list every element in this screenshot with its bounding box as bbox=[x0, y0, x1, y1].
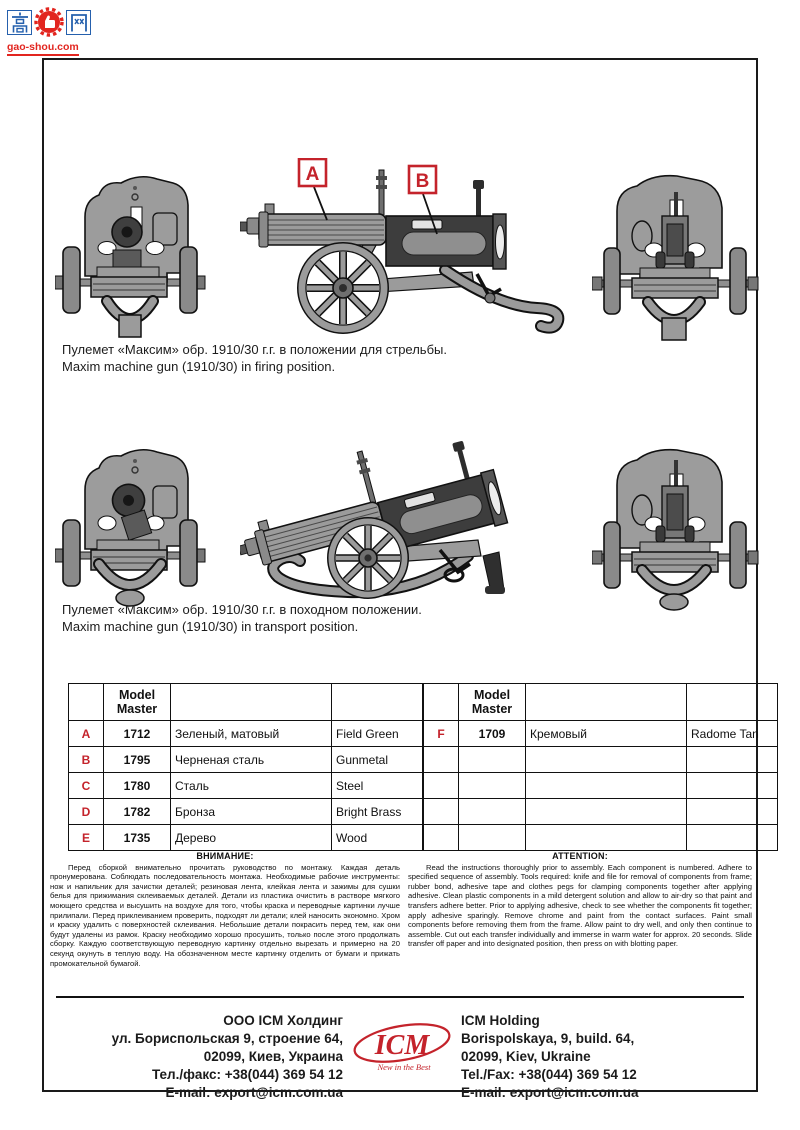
table-header-row bbox=[424, 684, 778, 721]
attention-body-en: Read the instructions thoroughly prior to assembly. Each component is numbered. Adhere to specified sequence of assembly. Tools required: knife and file for removal of components from frame; rubber bond, adhesive tape and clothes pegs for clamping components together after applying adhesive. Clean plastic components in a mild detergent solution and allow to air-dry so that paint and transfers adhere better. Prior to applying adhesive, check to see whether the components fit together; apply adhesive sparingly. Remove chrome and paint from the contact surfaces. Paint small components before removing them from the frame. Allow paint to dry well, and only then continue to assemble. Cut out each transfer individually and immerse in warm water for approx. 20 seconds. Slide transfer off paper and into designated position, then press on with blotting paper. bbox=[408, 862, 752, 949]
footer-divider bbox=[56, 996, 744, 998]
marker-a-label: A bbox=[305, 164, 320, 185]
footer-en-phone: Tel./Fax: +38(044) 369 54 12 bbox=[461, 1067, 637, 1082]
color-code: 1712 bbox=[104, 721, 171, 747]
color-code: 1735 bbox=[104, 825, 171, 851]
watermark-char-gao-icon bbox=[7, 10, 32, 35]
color-code: 1782 bbox=[104, 799, 171, 825]
color-letter: C bbox=[69, 773, 104, 799]
footer-ru-city: 02099, Киев, Украина bbox=[203, 1049, 343, 1064]
gun-rear-view-firing-illustration bbox=[592, 156, 762, 346]
icm-logo bbox=[343, 1008, 461, 1080]
footer-ru-company: ООО ICM Холдинг bbox=[223, 1013, 343, 1028]
color-letter: B bbox=[69, 747, 104, 773]
caption-transport bbox=[62, 601, 422, 635]
attention-block-en bbox=[408, 852, 752, 949]
color-name-ru: Дерево bbox=[171, 825, 332, 851]
gun-side-view-transport-illustration bbox=[240, 432, 570, 617]
table-row bbox=[424, 825, 778, 851]
table-row bbox=[424, 721, 778, 747]
table-row bbox=[69, 747, 423, 773]
marker-a bbox=[299, 159, 327, 220]
footer-contact-en bbox=[461, 1008, 752, 1102]
table-row bbox=[69, 825, 423, 851]
attention-title-en: ATTENTION: bbox=[552, 851, 608, 861]
watermark-gear-icon bbox=[34, 7, 64, 37]
footer-ru-phone: Тел./факс: +38(044) 369 54 12 bbox=[151, 1067, 343, 1082]
watermark-domain-text: gao-shou.com bbox=[7, 41, 79, 56]
instruction-page bbox=[42, 58, 759, 1100]
marker-b-label: B bbox=[415, 171, 430, 192]
footer bbox=[52, 1008, 752, 1102]
color-name-en: Steel bbox=[332, 773, 423, 799]
paint-table-left bbox=[68, 683, 423, 851]
footer-en-city: 02099, Kiev, Ukraine bbox=[461, 1049, 591, 1064]
color-name-en: Field Green bbox=[332, 721, 423, 747]
table-row bbox=[69, 799, 423, 825]
color-code: 1780 bbox=[104, 773, 171, 799]
table-row bbox=[69, 773, 423, 799]
color-name-en: Gunmetal bbox=[332, 747, 423, 773]
color-letter: F bbox=[424, 721, 459, 747]
footer-en-email: E-mail: export@icm.com.ua bbox=[461, 1085, 639, 1100]
footer-ru-email: E-mail: export@icm.com.ua bbox=[165, 1085, 343, 1100]
attention-body-ru: Перед сборкой внимательно прочитать руководство по монтажу. Каждая деталь пронумерована. Соблюдать последовательность монтажа. Необходимые рабочие инструменты: нож и напильник для зачистки деталей; резиновая лента, клейкая лента и зажимы для сушки белья для прижимания склеиваемых деталей. Детали из пластика очистить в растворе мягкого моющего средства и высушить на воздухе для того, чтобы краска и переводные картинки лучше прилипали. Перед приклеиванием проверить, подходят ли детали; клей наносить экономно. Хром и краску удалить с поверхностей склеивания. Небольшие детали покрасить перед тем, как они будут удалены из рамок. Краску необходимо хорошо просушить, только после этого продолжать сборку. Каждую соответствующую переводную картинку отдельно вырезать и примерно на 20 секунд окунуть в теплую воду. На обозначенном месте картинку отделить от бумаги и прижать промокательной бумагой. bbox=[50, 862, 400, 968]
table-row bbox=[424, 773, 778, 799]
color-letter: E bbox=[69, 825, 104, 851]
color-name-en: Wood bbox=[332, 825, 423, 851]
color-name-ru: Зеленый, матовый bbox=[171, 721, 332, 747]
color-name-ru: Кремовый bbox=[526, 721, 687, 747]
caption-firing-ru: Пулемет «Максим» обр. 1910/30 г.г. в положении для стрельбы. bbox=[62, 342, 447, 357]
watermark-char-wang-icon bbox=[66, 10, 91, 35]
color-name-ru: Бронза bbox=[171, 799, 332, 825]
caption-firing bbox=[62, 341, 447, 375]
color-name-en: Bright Brass bbox=[332, 799, 423, 825]
table-header-model-master: Model Master bbox=[459, 684, 526, 721]
color-letter: A bbox=[69, 721, 104, 747]
footer-ru-street: ул. Бориспольская 9, строение 64, bbox=[111, 1031, 343, 1046]
footer-en-street: Borispolskaya, 9, build. 64, bbox=[461, 1031, 635, 1046]
gun-side-view-firing-illustration bbox=[240, 158, 570, 343]
caption-firing-en: Maxim machine gun (1910/30) in firing position. bbox=[62, 359, 336, 374]
gun-front-view-firing-illustration bbox=[55, 155, 235, 345]
paint-table-right bbox=[423, 683, 778, 851]
icm-logo-text: ICM bbox=[374, 1030, 430, 1061]
color-name-en: Radome Tan bbox=[687, 721, 778, 747]
table-header-model-master: Model Master bbox=[104, 684, 171, 721]
paint-reference-tables bbox=[68, 683, 759, 851]
color-letter: D bbox=[69, 799, 104, 825]
gun-front-view-transport-illustration bbox=[55, 428, 235, 618]
attention-title-ru: ВНИМАНИЕ: bbox=[196, 851, 254, 861]
footer-en-company: ICM Holding bbox=[461, 1013, 540, 1028]
gun-rear-view-transport-illustration bbox=[592, 430, 762, 620]
table-row bbox=[424, 799, 778, 825]
site-watermark bbox=[7, 7, 103, 56]
color-code: 1795 bbox=[104, 747, 171, 773]
table-row bbox=[69, 721, 423, 747]
color-name-ru: Сталь bbox=[171, 773, 332, 799]
attention-block-ru bbox=[50, 852, 400, 968]
icm-logo-slogan: New in the Best bbox=[377, 1062, 431, 1072]
color-code: 1709 bbox=[459, 721, 526, 747]
color-name-ru: Черненая сталь bbox=[171, 747, 332, 773]
caption-transport-en: Maxim machine gun (1910/30) in transport position. bbox=[62, 619, 359, 634]
table-row bbox=[424, 747, 778, 773]
footer-contact-ru bbox=[52, 1008, 343, 1102]
caption-transport-ru: Пулемет «Максим» обр. 1910/30 г.г. в походном положении. bbox=[62, 602, 422, 617]
table-header-row bbox=[69, 684, 423, 721]
